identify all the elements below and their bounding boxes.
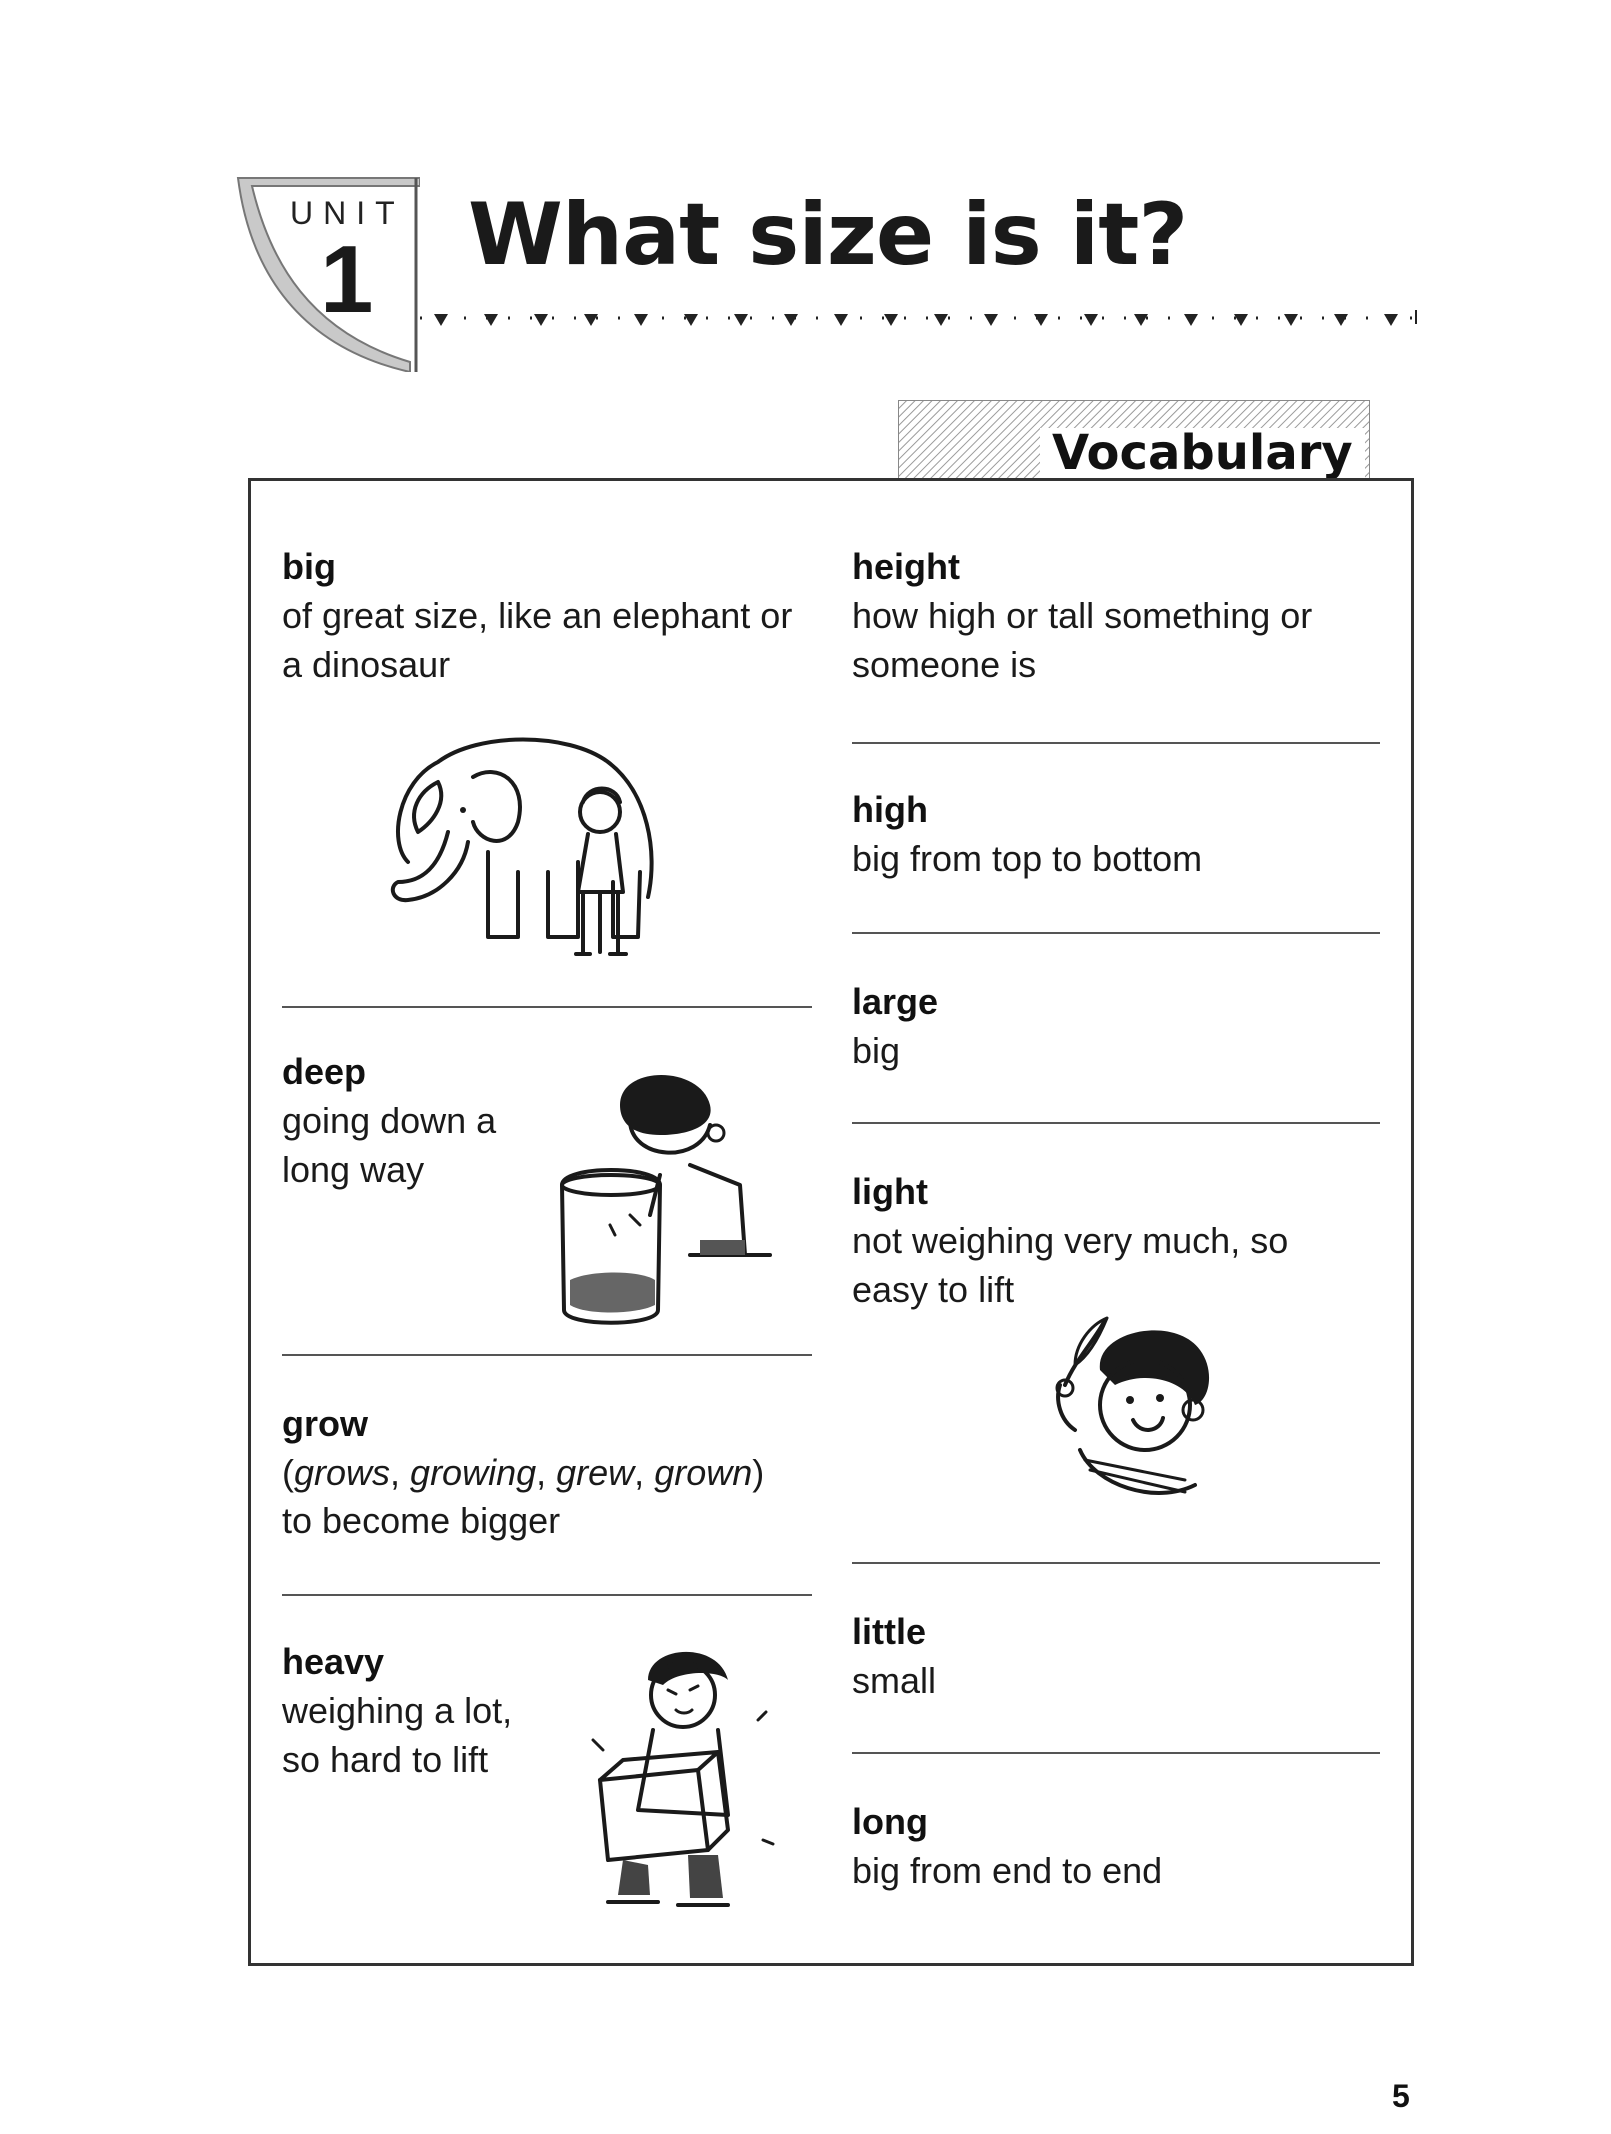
vocab-word-light: light: [852, 1171, 928, 1212]
divider: [852, 742, 1380, 744]
title-dotted-underline: [420, 310, 1420, 340]
divider: [852, 932, 1380, 934]
vocab-word-height: height: [852, 546, 960, 587]
vocab-definition-heavy: weighing a lot, so hard to lift: [282, 1690, 513, 1780]
vocab-word-high: high: [852, 789, 928, 830]
vocab-definition-big: of great size, like an elephant or a dinosaur: [282, 595, 793, 685]
divider: [282, 1354, 812, 1356]
divider: [282, 1594, 812, 1596]
elephant-with-man-illustration: [378, 722, 678, 962]
verb-form: grows: [294, 1452, 391, 1493]
divider: [282, 1006, 812, 1008]
vocab-definition-large: big: [852, 1030, 901, 1071]
vocab-word-deep: deep: [282, 1051, 367, 1092]
vocab-word-little: little: [852, 1611, 927, 1652]
divider: [852, 1122, 1380, 1124]
vocab-word-long: long: [852, 1801, 928, 1842]
unit-label: UNIT: [290, 195, 405, 231]
vocab-word-large: large: [852, 981, 939, 1022]
vocab-word-big: big: [282, 546, 336, 587]
verb-form: grown: [654, 1452, 753, 1493]
vocab-definition-long: big from end to end: [852, 1850, 1163, 1891]
vocab-forms-grow: (grows, growing, grew, grown): [282, 1452, 765, 1493]
page-number: 5: [1392, 2078, 1410, 2114]
vocab-definition-deep: going down a long way: [282, 1100, 497, 1190]
vocab-definition-light: not weighing very much, so easy to lift: [852, 1220, 1289, 1310]
vocab-definition-height: how high or tall something or someone is: [852, 595, 1313, 685]
vocabulary-section-label: Vocabulary: [1040, 428, 1365, 478]
boy-reaching-into-jar-illustration: [540, 1065, 780, 1325]
vocab-definition-little: small: [852, 1660, 937, 1701]
boy-lifting-heavy-box-illustration: [578, 1640, 798, 1930]
vocab-word-heavy: heavy: [282, 1641, 385, 1682]
vocab-word-grow: grow: [282, 1403, 368, 1444]
child-holding-feather-illustration: [1035, 1310, 1235, 1520]
vocab-definition-grow: to become bigger: [282, 1500, 561, 1541]
vocab-definition-high: big from top to bottom: [852, 838, 1203, 879]
divider: [852, 1562, 1380, 1564]
divider: [852, 1752, 1380, 1754]
unit-number: 1: [320, 226, 374, 333]
page-title: What size is it?: [468, 185, 1188, 285]
verb-form: growing: [410, 1452, 537, 1493]
verb-form: grew: [556, 1452, 635, 1493]
